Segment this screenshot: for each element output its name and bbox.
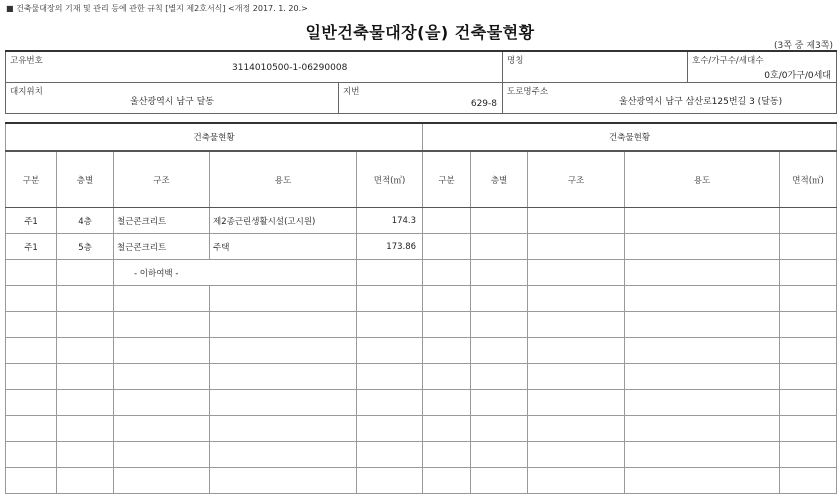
table-row: [6, 390, 837, 416]
building-info-table: [5, 50, 837, 114]
col-structure-right: 구조: [528, 151, 625, 208]
id-cell: [6, 51, 503, 83]
table-row: [6, 338, 837, 364]
section-title-right: 건축물현황: [423, 123, 837, 151]
table-row: [6, 468, 837, 494]
col-kind-right: 구분: [423, 151, 471, 208]
name-label: 명칭: [507, 56, 524, 66]
id-value: 3114010500-1-06290008: [232, 63, 348, 73]
table-row: [6, 442, 837, 468]
road-address-value: 울산광역시 남구 삼산로125번길 3 (달동): [619, 97, 783, 107]
table-row: [6, 312, 837, 338]
table-row: [6, 286, 837, 312]
lot-label: 지번: [343, 87, 360, 97]
document-title: 일반건축물대장(을) 건축물현황: [305, 23, 535, 42]
id-label: 고유번호: [10, 56, 43, 66]
cell-kind: 주1: [6, 234, 57, 260]
building-status-table: [5, 122, 837, 494]
col-area: 면적(㎡): [357, 151, 423, 208]
col-use-right: 용도: [625, 151, 780, 208]
cell-structure: 철근콘크리트: [114, 208, 210, 234]
legal-note: ■ 건축물대장의 기재 및 관리 등에 관한 규칙 [별지 제2호서식] <개정 2017. 1. 20.>: [6, 4, 308, 13]
site-cell: [6, 83, 339, 114]
cell-area: 173.86: [357, 234, 423, 260]
section-header-row: [6, 123, 837, 151]
table-row: [6, 364, 837, 390]
table-row: [6, 260, 837, 286]
col-floor-right: 층별: [471, 151, 528, 208]
name-cell: [503, 51, 688, 83]
units-cell: [688, 51, 837, 83]
col-use: 용도: [210, 151, 357, 208]
cell-use: 제2종근린생활시설(고시원): [210, 208, 357, 234]
site-value: 울산광역시 남구 달동: [130, 97, 214, 107]
lot-cell: [339, 83, 503, 114]
col-structure: 구조: [114, 151, 210, 208]
cell-structure: 철근콘크리트: [114, 234, 210, 260]
units-label: 호수/가구수/세대수: [692, 56, 764, 66]
column-header-row: [6, 151, 837, 208]
units-value: 0호/0가구/0세대: [764, 71, 831, 81]
table-row: [6, 208, 837, 234]
section-title-left: 건축물현황: [6, 123, 423, 151]
end-note: - 이하여백 -: [114, 260, 357, 286]
road-address-cell: [503, 83, 837, 114]
col-kind: 구분: [6, 151, 57, 208]
lot-value: 629-8: [470, 99, 497, 109]
col-area-right: 면적(㎡): [780, 151, 837, 208]
table-row: [6, 234, 837, 260]
cell-kind: 주1: [6, 208, 57, 234]
cell-floor: 4층: [57, 208, 114, 234]
cell-area: 174.3: [357, 208, 423, 234]
cell-use: 주택: [210, 234, 357, 260]
site-label: 대지위치: [10, 87, 43, 97]
col-floor: 층별: [57, 151, 114, 208]
road-address-label: 도로명주소: [507, 87, 549, 97]
table-row: [6, 416, 837, 442]
page-info: (3쪽 중 제3쪽): [774, 41, 833, 51]
cell-floor: 5층: [57, 234, 114, 260]
